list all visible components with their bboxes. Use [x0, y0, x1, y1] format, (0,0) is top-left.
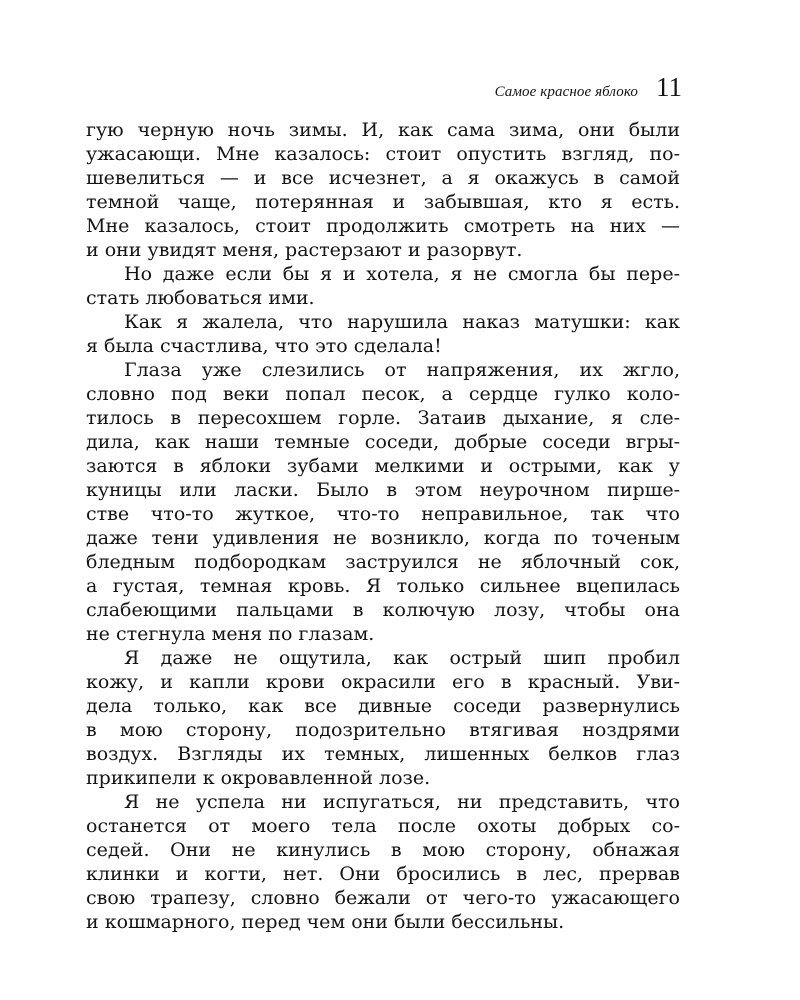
- running-header: [420, 74, 682, 110]
- text-line: заются в яблоки зубами мелкими и острыми, как у: [86, 455, 680, 477]
- body-text: [86, 118, 680, 934]
- text-line: Глаза уже слезились от напряжения, их жгло,: [124, 359, 680, 381]
- text-line: куницы или ласки. Было в этом неурочном пирше-: [86, 479, 680, 501]
- page-number: 11: [656, 72, 682, 102]
- text-line: в мою сторону, подозрительно втягивая ноздрями: [86, 719, 680, 741]
- text-line: гую черную ночь зимы. И, как сама зима, они были: [86, 119, 680, 141]
- text-line: Я даже не ощутила, как острый шип пробил: [124, 647, 680, 669]
- text-line: не стегнула меня по глазам.: [86, 623, 375, 645]
- text-line: слабеющими пальцами в колючую лозу, чтобы она: [86, 599, 680, 621]
- running-title: Самое красное яблоко: [494, 84, 638, 100]
- text-line: словно под веки попал песок, а сердце гулко коло-: [86, 383, 680, 405]
- text-line: я была счастлива, что это сделала!: [86, 335, 442, 357]
- text-line: воздух. Взгляды их темных, лишенных белков глаз: [86, 743, 680, 765]
- text-line: ужасающи. Мне казалось: стоит опустить взгляд, по-: [86, 143, 680, 165]
- text-line: шевелиться — и все исчезнет, а я окажусь в самой: [86, 167, 680, 189]
- text-line: а густая, темная кровь. Я только сильнее вцепилась: [86, 575, 680, 597]
- text-line: даже тени удивления не возникло, когда по точеным: [86, 527, 680, 549]
- text-line: прикипели к окровавленной лозе.: [86, 767, 431, 789]
- text-line: Как я жалела, что нарушила наказ матушки: как: [124, 311, 680, 333]
- text-line: кожу, и капли крови окрасили его в красный. Уви-: [86, 671, 680, 693]
- text-line: и они увидят меня, растерзают и разорвут.: [86, 239, 523, 261]
- text-line: дила, как наши темные соседи, добрые соседи вгры-: [86, 431, 680, 453]
- text-line: свою трапезу, словно бежали от чего-то ужасающего: [86, 887, 680, 909]
- text-line: Но даже если бы я и хотела, я не смогла бы пере-: [124, 263, 680, 285]
- text-line: останется от моего тела после охоты добрых со-: [86, 815, 680, 837]
- text-line: бледным подбородкам заструился не яблочный сок,: [86, 551, 680, 573]
- text-line: и кошмарного, перед чем они были бессильны.: [86, 911, 565, 933]
- text-line: дела только, как все дивные соседи развернулись: [86, 695, 680, 717]
- text-line: темной чаще, потерянная и забывшая, кто я есть.: [86, 191, 680, 213]
- text-line: тилось в пересохшем горле. Затаив дыхание, я сле-: [86, 407, 680, 429]
- text-line: седей. Они не кинулись в мою сторону, обнажая: [86, 839, 680, 861]
- text-line: клинки и когти, нет. Они бросились в лес, прервав: [86, 863, 680, 885]
- text-line: стве что-то жуткое, что-то неправильное, так что: [86, 503, 680, 525]
- text-line: стать любоваться ими.: [86, 287, 315, 309]
- text-line: Мне казалось, стоит продолжить смотреть на них —: [86, 215, 680, 237]
- text-line: Я не успела ни испугаться, ни представить, что: [124, 791, 680, 813]
